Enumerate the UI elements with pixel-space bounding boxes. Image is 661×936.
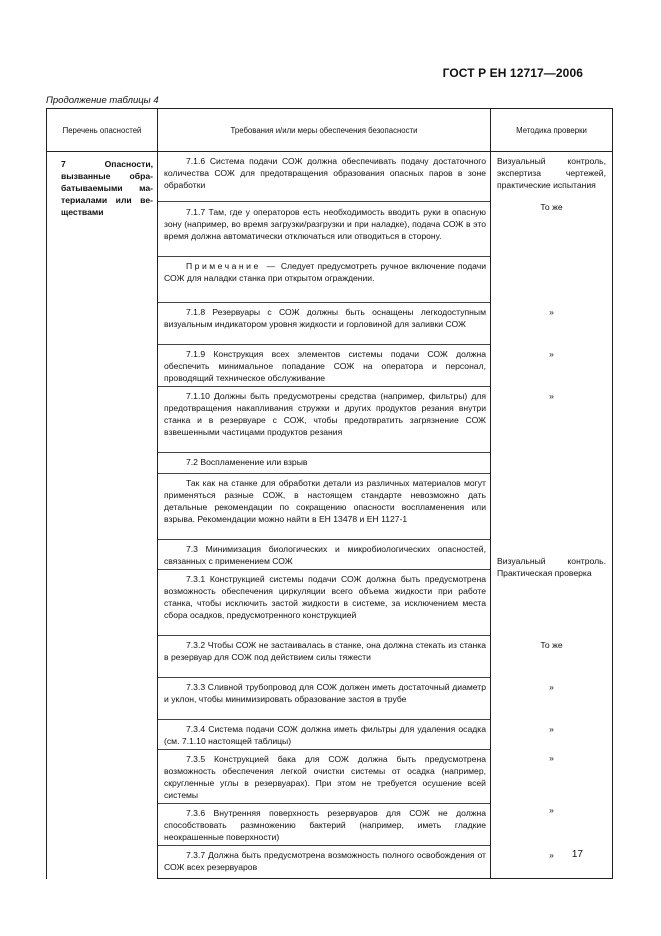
standard-code: ГОСТ Р ЕН 12717—2006 — [442, 66, 583, 80]
requirements-cell — [158, 203, 491, 257]
requirements-cell — [158, 720, 491, 846]
requirement-7-3-5: 7.3.5 Конструкцией бака для СОЖ должна быть предусмотрена возможность обеспечения легкой очистки системы от осадка (например, скругленные углы в резервуарах). При этом не требуется осушение всей системы — [158, 750, 490, 804]
method-cell — [491, 678, 613, 720]
requirements-cell — [158, 345, 491, 387]
method-ditto: » — [549, 307, 554, 317]
method-cell — [491, 387, 613, 453]
method-ditto: » — [549, 753, 554, 763]
requirements-cell — [158, 678, 491, 720]
column-header-hazards: Перечень опасностей — [47, 109, 158, 152]
requirement-7-1-8: 7.1.8 Резервуары с СОЖ должны быть оснащены легкодоступным визуальным индикатором уровня жидкости и горловиной для заливки СОЖ — [158, 303, 490, 345]
method-same: То же — [540, 640, 563, 650]
method-ditto: » — [549, 724, 554, 734]
method-spacer — [491, 453, 612, 555]
method-same: То же — [540, 202, 563, 212]
table-caption: Продолжение таблицы 4 — [46, 95, 159, 106]
requirements-cell — [158, 453, 491, 636]
method-ditto: » — [549, 850, 554, 860]
requirements-cell — [158, 636, 491, 678]
method-visual-practical: Визуальный контроль. Практическая проверка — [497, 556, 606, 578]
method-cell — [491, 846, 613, 879]
requirement-7-1-10: 7.1.10 Должны быть предусмотрены средства (например, фильтры) для предотвращения накапливания стружки и других продуктов резания внутри станка и в резервуаре с СОЖ, чтобы предотвратить загрязнение СОЖ взвешенными частицами продуктов резания — [158, 387, 490, 453]
method-cell — [491, 636, 613, 678]
method-ditto: » — [549, 805, 554, 815]
method-cell — [491, 345, 613, 387]
requirement-7-1-9: 7.1.9 Конструкция всех элементов системы подачи СОЖ должна обеспечить минимальное попадание СОЖ на оператора и персонал, проводящий техническое обслуживание — [158, 345, 490, 387]
hazards-table — [46, 108, 613, 879]
hazard-title: 7 Опасности, вызванные обрабатываемыми материалами или веществами — [61, 159, 153, 217]
page-number: 17 — [571, 849, 583, 860]
note-text: Следует предусмотреть ручное включение подачи СОЖ для наладки станка при открытом ограждении. — [164, 261, 487, 283]
method-cell — [491, 720, 613, 846]
requirement-7-2-text: Так как на станке для обработки детали из различных материалов могут применяться разные СОЖ, в настоящем стандарте невозможно дать детальные рекомендации по сокращению опасности воспламенения или взрыва. Рекомендации можно найти в ЕН 13478 и ЕН 1127-1 — [158, 474, 490, 540]
requirements-cell — [158, 846, 491, 879]
method-cell — [491, 453, 613, 636]
requirement-note — [158, 257, 490, 303]
requirement-7-3-1: 7.3.1 Конструкцией системы подачи СОЖ должна быть предусмотрена возможность обеспечения циркуляции всего объема жидкости при работе станка, чтобы исключить застой жидкости в системе, за исключением места сбора осадков, предусмотренного конструкцией — [158, 570, 490, 636]
method-ditto: » — [549, 391, 554, 401]
requirements-cell — [158, 152, 491, 204]
requirements-cell — [158, 303, 491, 345]
column-header-method: Методика проверки — [491, 109, 613, 152]
requirement-7-3-3: 7.3.3 Сливной трубопровод для СОЖ должен иметь достаточный диаметр и уклон, чтобы минимизировать образование застоя в трубе — [158, 678, 490, 720]
method-cell — [491, 257, 613, 303]
requirement-7-3: 7.3 Минимизация биологических и микробиологических опасностей, связанных с применением СОЖ — [158, 540, 490, 570]
note-label: Примечание — — [186, 261, 278, 271]
requirement-7-1-6: 7.1.6 Система подачи СОЖ должна обеспечивать подачу достаточного количества СОЖ для предотвращения образования опасных паров в зоне обработки — [158, 152, 490, 202]
requirement-7-3-4: 7.3.4 Система подачи СОЖ должна иметь фильтры для удаления осадка (см. 7.1.10 настоящей таблицы) — [158, 720, 490, 750]
requirement-7-3-2: 7.3.2 Чтобы СОЖ не застаивалась в станке, она должна стекать из станка в резервуар для СОЖ под действием силы тяжести — [158, 636, 490, 678]
requirements-cell — [158, 387, 491, 453]
requirement-7-3-6: 7.3.6 Внутренняя поверхность резервуаров для СОЖ не должна способствовать размножению бактерий (например, иметь гладкие неокрашенные поверхности) — [158, 804, 490, 846]
hazard-cell — [47, 152, 158, 879]
method-cell — [491, 303, 613, 345]
method-cell — [491, 152, 613, 204]
method-cell — [491, 203, 613, 257]
requirement-7-2: 7.2 Воспламенение или взрыв — [158, 453, 490, 474]
method-visual-expertise: Визуальный контроль, экспертиза чертежей, практические испытания — [497, 156, 606, 190]
requirements-cell — [158, 257, 491, 303]
requirement-7-1-7: 7.1.7 Там, где у операторов есть необходимость вводить руки в опасную зону (например, во время загрузки/разгрузки и при наладке), подача СОЖ в это время должна автоматически отключаться или отводиться в сторону. — [158, 203, 490, 257]
requirement-7-3-7: 7.3.7 Должна быть предусмотрена возможность полного освобождения от СОЖ всех резервуаров — [164, 850, 486, 872]
column-header-requirements: Требования и/или меры обеспечения безопасности — [158, 109, 491, 152]
method-ditto: » — [549, 682, 554, 692]
method-ditto: » — [549, 349, 554, 359]
